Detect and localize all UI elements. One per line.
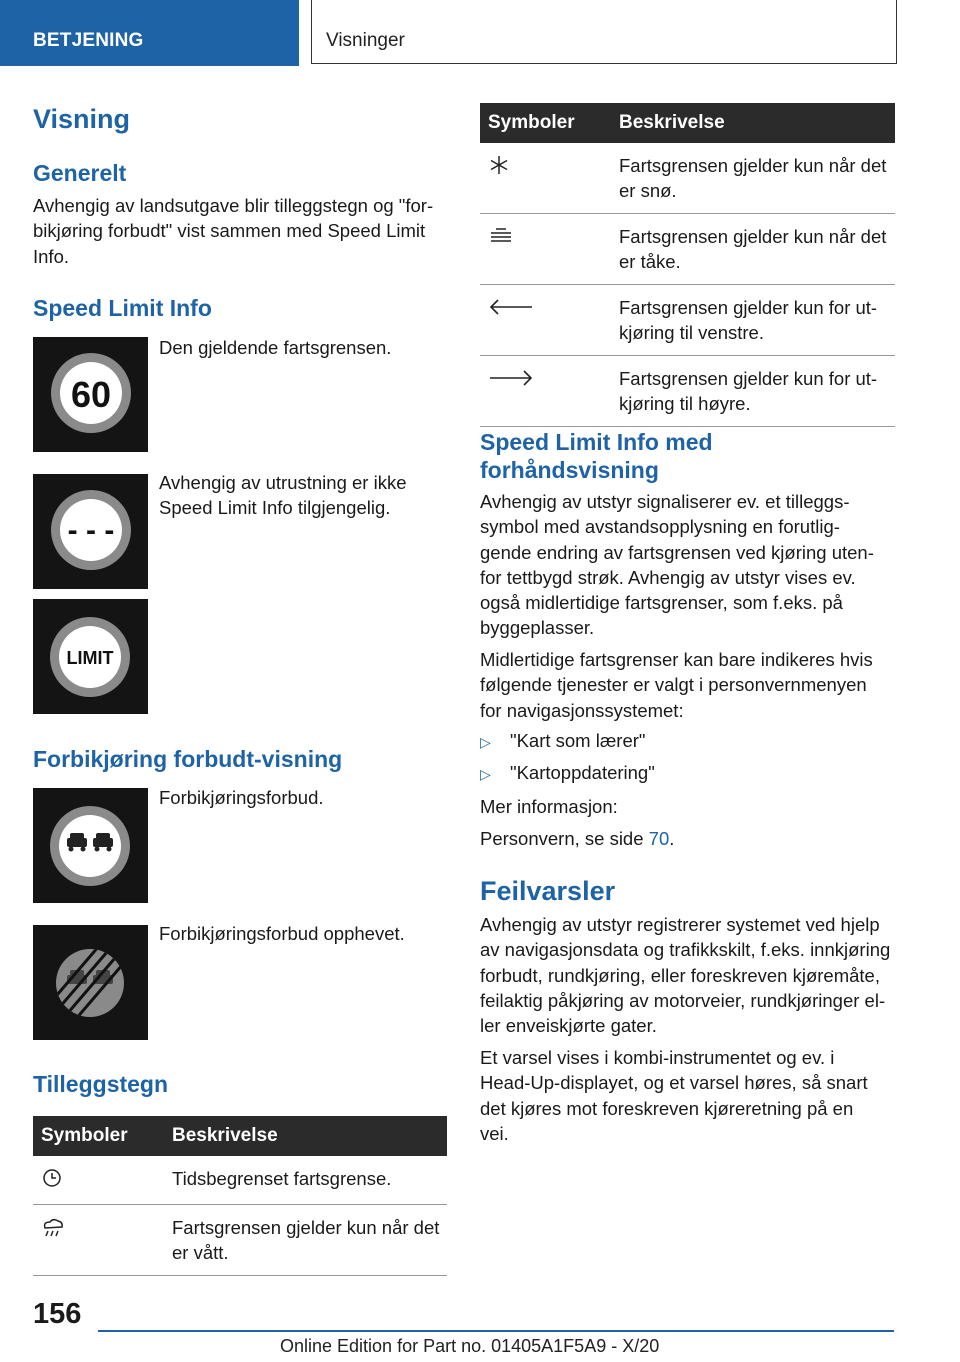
speed-limit-unavailable-sign bbox=[33, 474, 148, 589]
row-desc: Fartsgrensen gjelder kun for ut- kjøring til høyre. bbox=[611, 356, 895, 427]
table-row bbox=[480, 143, 895, 214]
table-header-row bbox=[480, 103, 895, 143]
fog-icon bbox=[480, 214, 611, 285]
chapter-title: Visninger bbox=[326, 30, 405, 51]
triangle-bullet-icon: ▷ bbox=[480, 766, 491, 782]
feil-paragraph-2: Et varsel vises i kombi-instrumentet og ev. i Head-Up-displayet, og et varsel høres, så snart det kjøres mot foreskreven kjøreretning på en vei. bbox=[480, 1047, 868, 1144]
speed-sign-60-desc: Den gjeldende fartsgrensen. bbox=[159, 337, 392, 358]
col-beskrivelse: Beskrivelse bbox=[611, 103, 895, 143]
no-overtaking-sign bbox=[33, 788, 148, 903]
limit-sign bbox=[33, 599, 148, 714]
end-no-overtaking-desc: Forbikjøringsforbud opphevet. bbox=[159, 923, 405, 944]
row-desc: Fartsgrensen gjelder kun for ut- kjøring til venstre. bbox=[611, 285, 895, 356]
speed-limit-60-sign bbox=[33, 337, 148, 452]
clock-icon bbox=[33, 1156, 164, 1205]
section-tab bbox=[0, 0, 299, 66]
sign-60-label: 60 bbox=[70, 374, 112, 415]
rain-icon bbox=[33, 1205, 164, 1276]
arrow-right-icon bbox=[480, 356, 611, 427]
table-header-row bbox=[33, 1116, 447, 1156]
feil-paragraph-1: Avhengig av utstyr registrerer systemet ved hjelp av navigasjonsdata og trafikkskilt, f.eks. innkjøring forbudt, rundkjøring, eller foreskreven kjøremåte, feilaktig påkjøring av motorveier, rundkjøringer el- ler enveiskjørte gater. bbox=[480, 914, 891, 1037]
preview-paragraph-2: Midlertidige fartsgrenser kan bare indikeres hvis følgende tjenester er valgt i personvernmenyen for navigasjonssystemet: bbox=[480, 649, 873, 721]
footer-divider bbox=[98, 1330, 894, 1332]
preview-paragraph-1: Avhengig av utstyr signaliserer ev. et tilleggs- symbol med avstandsopplysning en forutlig- gende endring av fartsgrensen ved kjøring uten- for tettbygd strøk. Avhengig av utstyr vises ev. også midlertidige fartsgrenser, som f.eks. på byggeplasser. bbox=[480, 491, 874, 639]
speed-sign-unavailable-desc: Avhengig av utrustning er ikke Speed Limit Info tilgjengelig. bbox=[159, 472, 407, 519]
chapter-header bbox=[311, 0, 897, 64]
generelt-paragraph: Avhengig av landsutgave blir tilleggstegn og "for- bikjøring forbudt" vist sammen med Speed Limit Info. bbox=[33, 195, 434, 267]
heading-generelt: Generelt bbox=[33, 160, 127, 186]
table-row bbox=[480, 214, 895, 285]
bullet-item: ▷ "Kart som lærer" bbox=[480, 730, 646, 751]
table-row bbox=[480, 356, 895, 427]
supplementary-signs-table-continued bbox=[480, 103, 895, 427]
page-number: 156 bbox=[33, 1298, 82, 1330]
table-row bbox=[480, 285, 895, 356]
row-desc: Fartsgrensen gjelder kun når det er snø. bbox=[611, 143, 895, 214]
col-symboler: Symboler bbox=[33, 1116, 164, 1156]
heading-speed-limit-preview: Speed Limit Info med forhåndsvisning bbox=[480, 429, 713, 483]
heading-speed-limit-info: Speed Limit Info bbox=[33, 295, 212, 321]
privacy-reference: Personvern, se side 70. bbox=[480, 828, 675, 849]
heading-feilvarsler: Feilvarsler bbox=[480, 876, 616, 906]
row-desc: Fartsgrensen gjelder kun når det er tåke. bbox=[611, 214, 895, 285]
supplementary-signs-table bbox=[33, 1116, 447, 1276]
row-desc: Tidsbegrenset fartsgrense. bbox=[164, 1156, 447, 1205]
sign-dash-label: - - - bbox=[67, 514, 115, 547]
heading-forbikjoring: Forbikjøring forbudt-visning bbox=[33, 746, 343, 772]
heading-tilleggstegn: Tilleggstegn bbox=[33, 1071, 169, 1097]
no-overtaking-desc: Forbikjøringsforbud. bbox=[159, 787, 324, 808]
col-beskrivelse: Beskrivelse bbox=[164, 1116, 447, 1156]
bullet-item: ▷ "Kartoppdatering" bbox=[480, 762, 655, 783]
more-info-label: Mer informasjon: bbox=[480, 796, 618, 817]
end-no-overtaking-sign bbox=[33, 925, 148, 1040]
heading-visning: Visning bbox=[33, 104, 131, 134]
edition-text: Online Edition for Part no. 01405A1F5A9 - X/20 bbox=[280, 1336, 660, 1356]
section-label: BETJENING bbox=[33, 30, 144, 51]
page-link-70[interactable]: 70 bbox=[648, 828, 670, 849]
table-row bbox=[33, 1205, 447, 1276]
triangle-bullet-icon: ▷ bbox=[480, 734, 491, 750]
arrow-left-icon bbox=[480, 285, 611, 356]
table-row bbox=[33, 1156, 447, 1205]
snowflake-icon bbox=[480, 143, 611, 214]
row-desc: Fartsgrensen gjelder kun når det er vått. bbox=[164, 1205, 447, 1276]
sign-limit-label: LIMIT bbox=[66, 648, 114, 668]
col-symboler: Symboler bbox=[480, 103, 611, 143]
